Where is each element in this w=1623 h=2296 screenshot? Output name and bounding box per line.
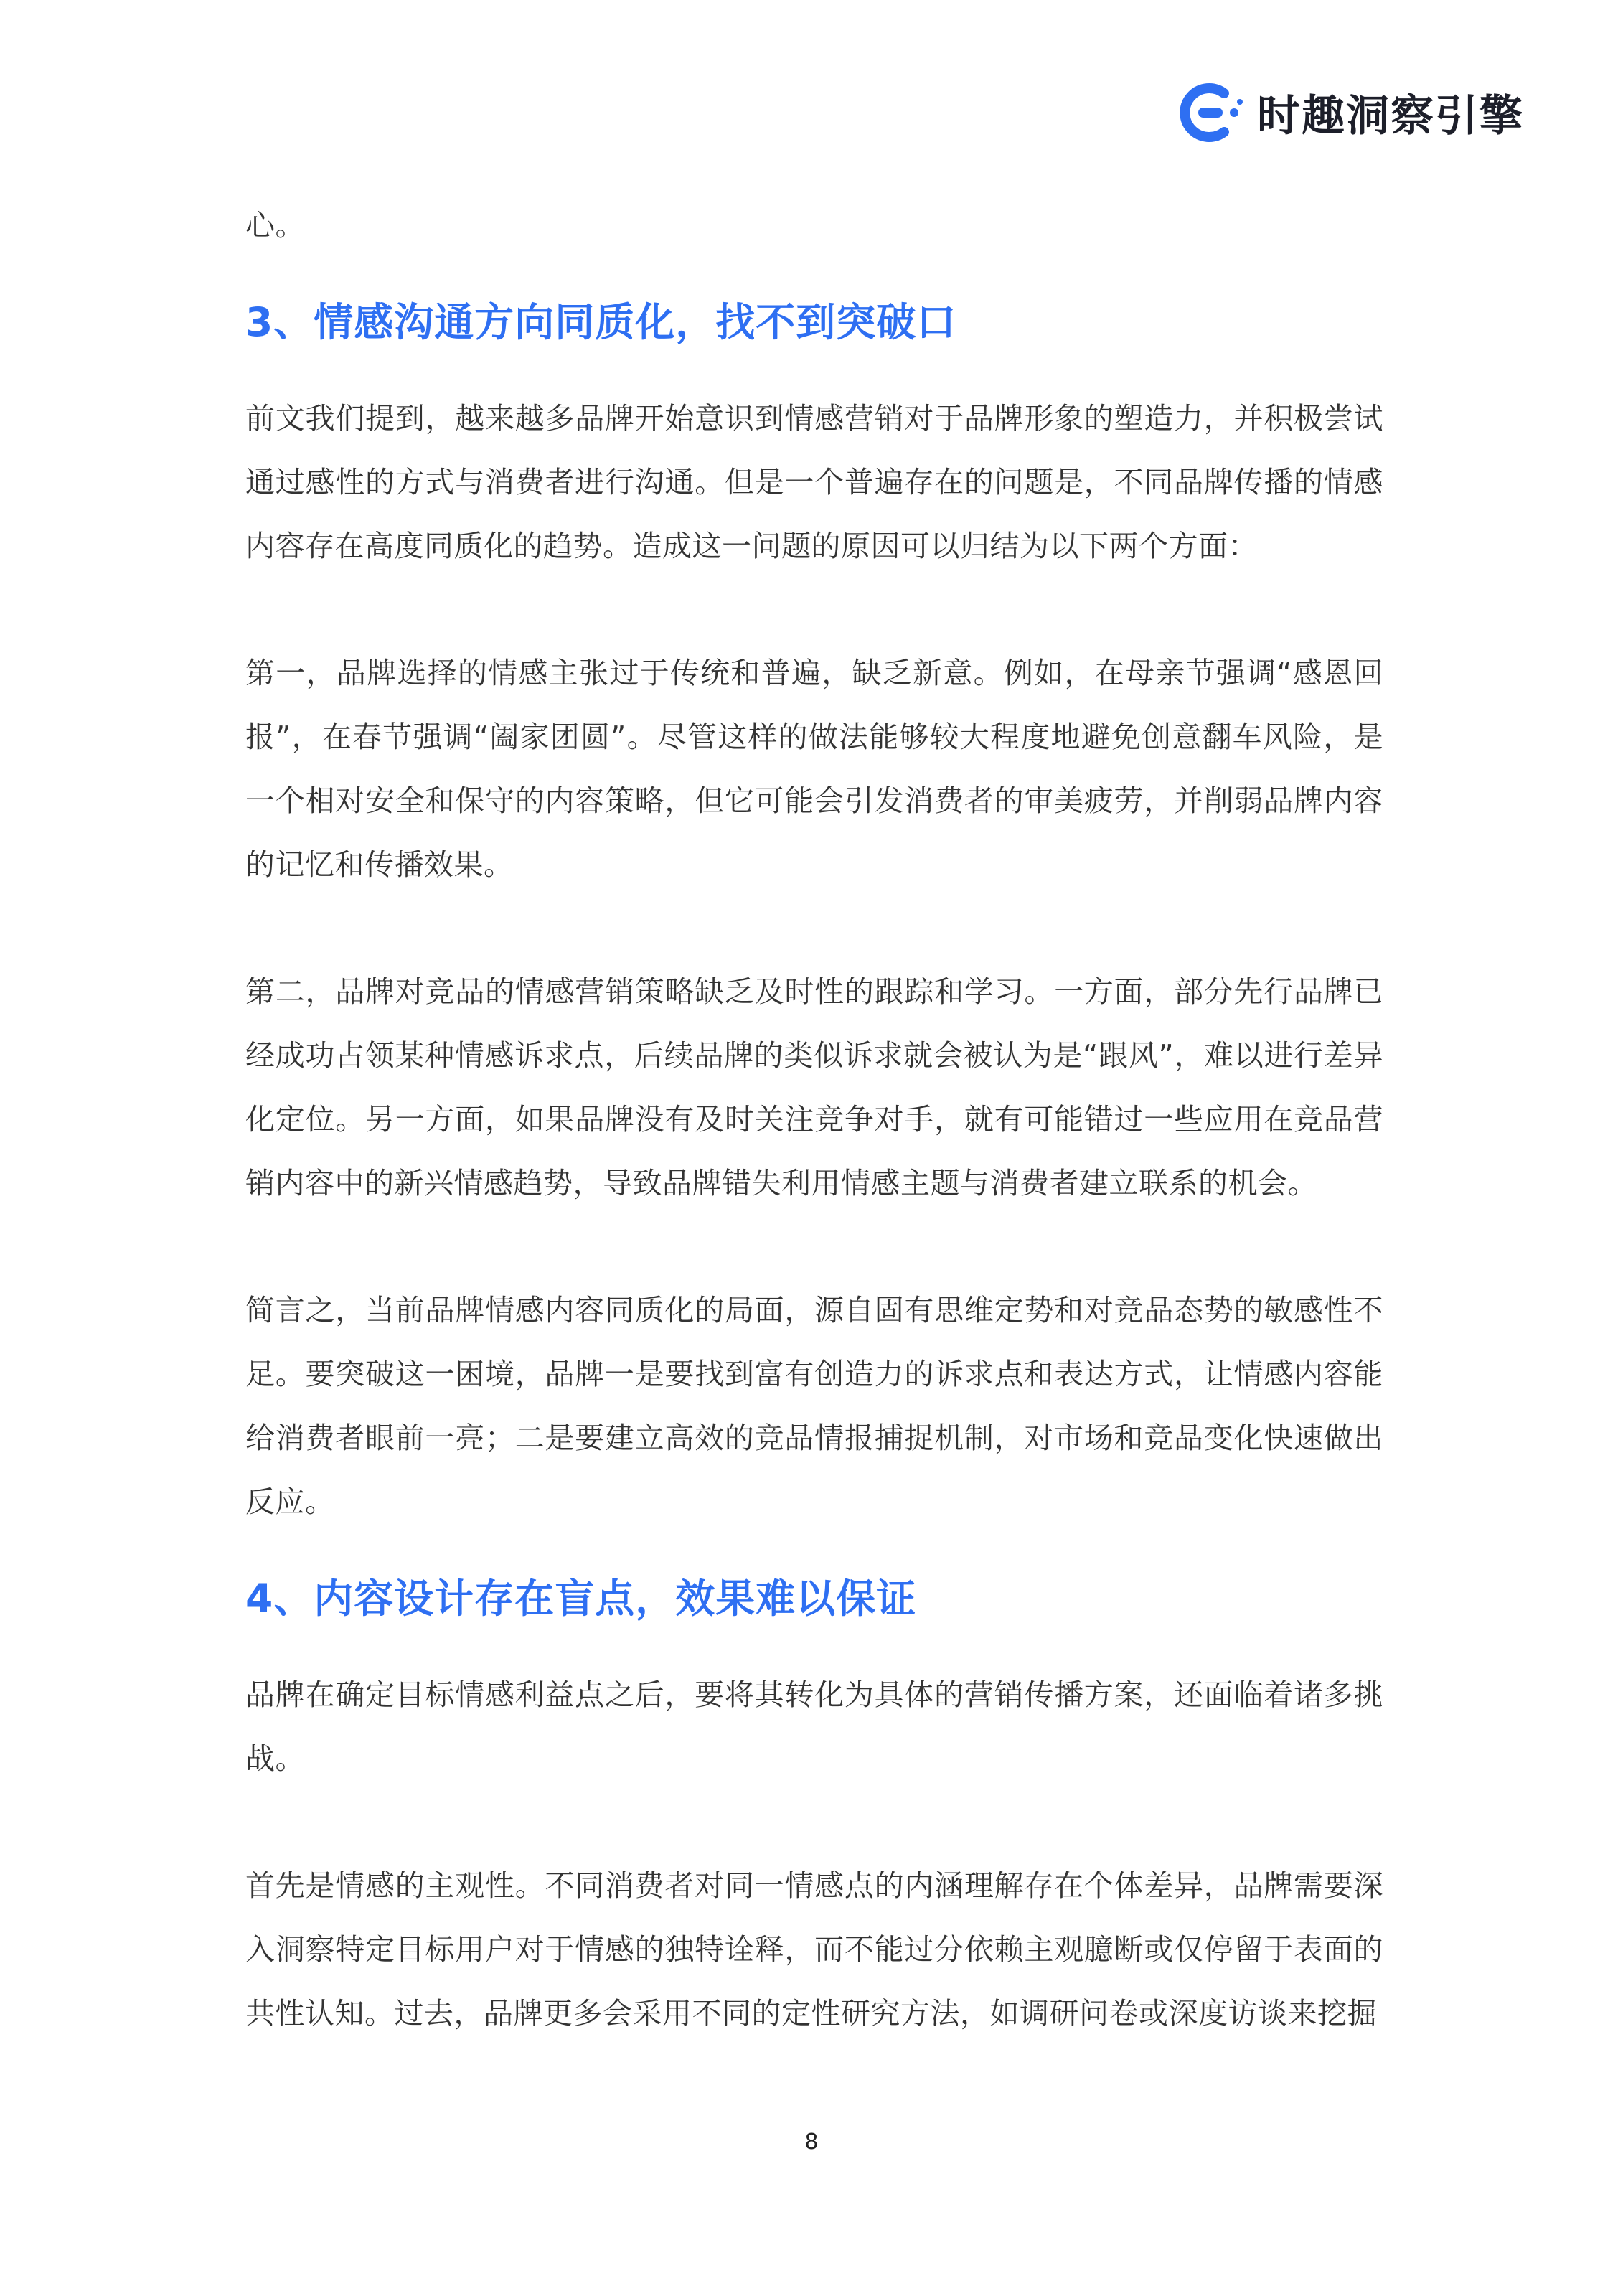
brand-logo-text: 时趣洞察引擎 (1257, 91, 1524, 141)
paragraph-intro: 前文我们提到，越来越多品牌开始意识到情感营销对于品牌形象的塑造力，并积极尝试通过感性的方式与消费者进行沟通。但是一个普遍存在的问题是，不同品牌传播的情感内容存在高度同质化的趋势。造成这一问题的原因可以归结为以下两个方面： (245, 401, 1383, 563)
brand-logo (1177, 80, 1524, 145)
paragraph-first-reason: 第一，品牌选择的情感主张过于传统和普遍，缺乏新意。例如，在母亲节强调“感恩回报”，在春节强调“阖家团圆”。尽管这样的做法能够较大程度地避免创意翻车风险，是一个相对安全和保守的内容策略，但它可能会引发消费者的审美疲劳，并削弱品牌内容的记忆和传播效果。 (245, 656, 1383, 882)
section-heading-3: 3、情感沟通方向同质化，找不到突破口 (245, 299, 957, 345)
brand-logo-icon (1177, 80, 1246, 145)
paragraph-second-reason: 第二，品牌对竞品的情感营销策略缺乏及时性的跟踪和学习。一方面，部分先行品牌已经成功占领某种情感诉求点，后续品牌的类似诉求就会被认为是“跟风”，难以进行差异化定位。另一方面，如果品牌没有及时关注竞争对手，就有可能错过一些应用在竞品营销内容中的新兴情感趋势，导致品牌错失利用情感主题与消费者建立联系的机会。 (245, 974, 1383, 1200)
section-heading-4: 4、内容设计存在盲点，效果难以保证 (245, 1576, 917, 1622)
paragraph-challenges: 品牌在确定目标情感利益点之后，要将其转化为具体的营销传播方案，还面临着诸多挑战。 (245, 1678, 1383, 1776)
paragraph-summary: 简言之，当前品牌情感内容同质化的局面，源自固有思维定势和对竞品态势的敏感性不足。要突破这一困境，品牌一是要找到富有创造力的诉求点和表达方式，让情感内容能给消费者眼前一亮；二是要建立高效的竞品情报捕捉机制，对市场和竞品变化快速做出反应。 (245, 1293, 1383, 1519)
page-number: 8 (804, 2130, 819, 2155)
document-body (245, 194, 1383, 2046)
paragraph-continuation: 心。 (245, 208, 305, 243)
paragraph-subjectivity: 首先是情感的主观性。不同消费者对同一情感点的内涵理解存在个体差异，品牌需要深入洞察特定目标用户对于情感的独特诠释，而不能过分依赖主观臆断或仅停留于表面的共性认知。过去，品牌更多会采用不同的定性研究方法，如调研问卷或深度访谈来挖掘 (245, 1868, 1383, 2031)
